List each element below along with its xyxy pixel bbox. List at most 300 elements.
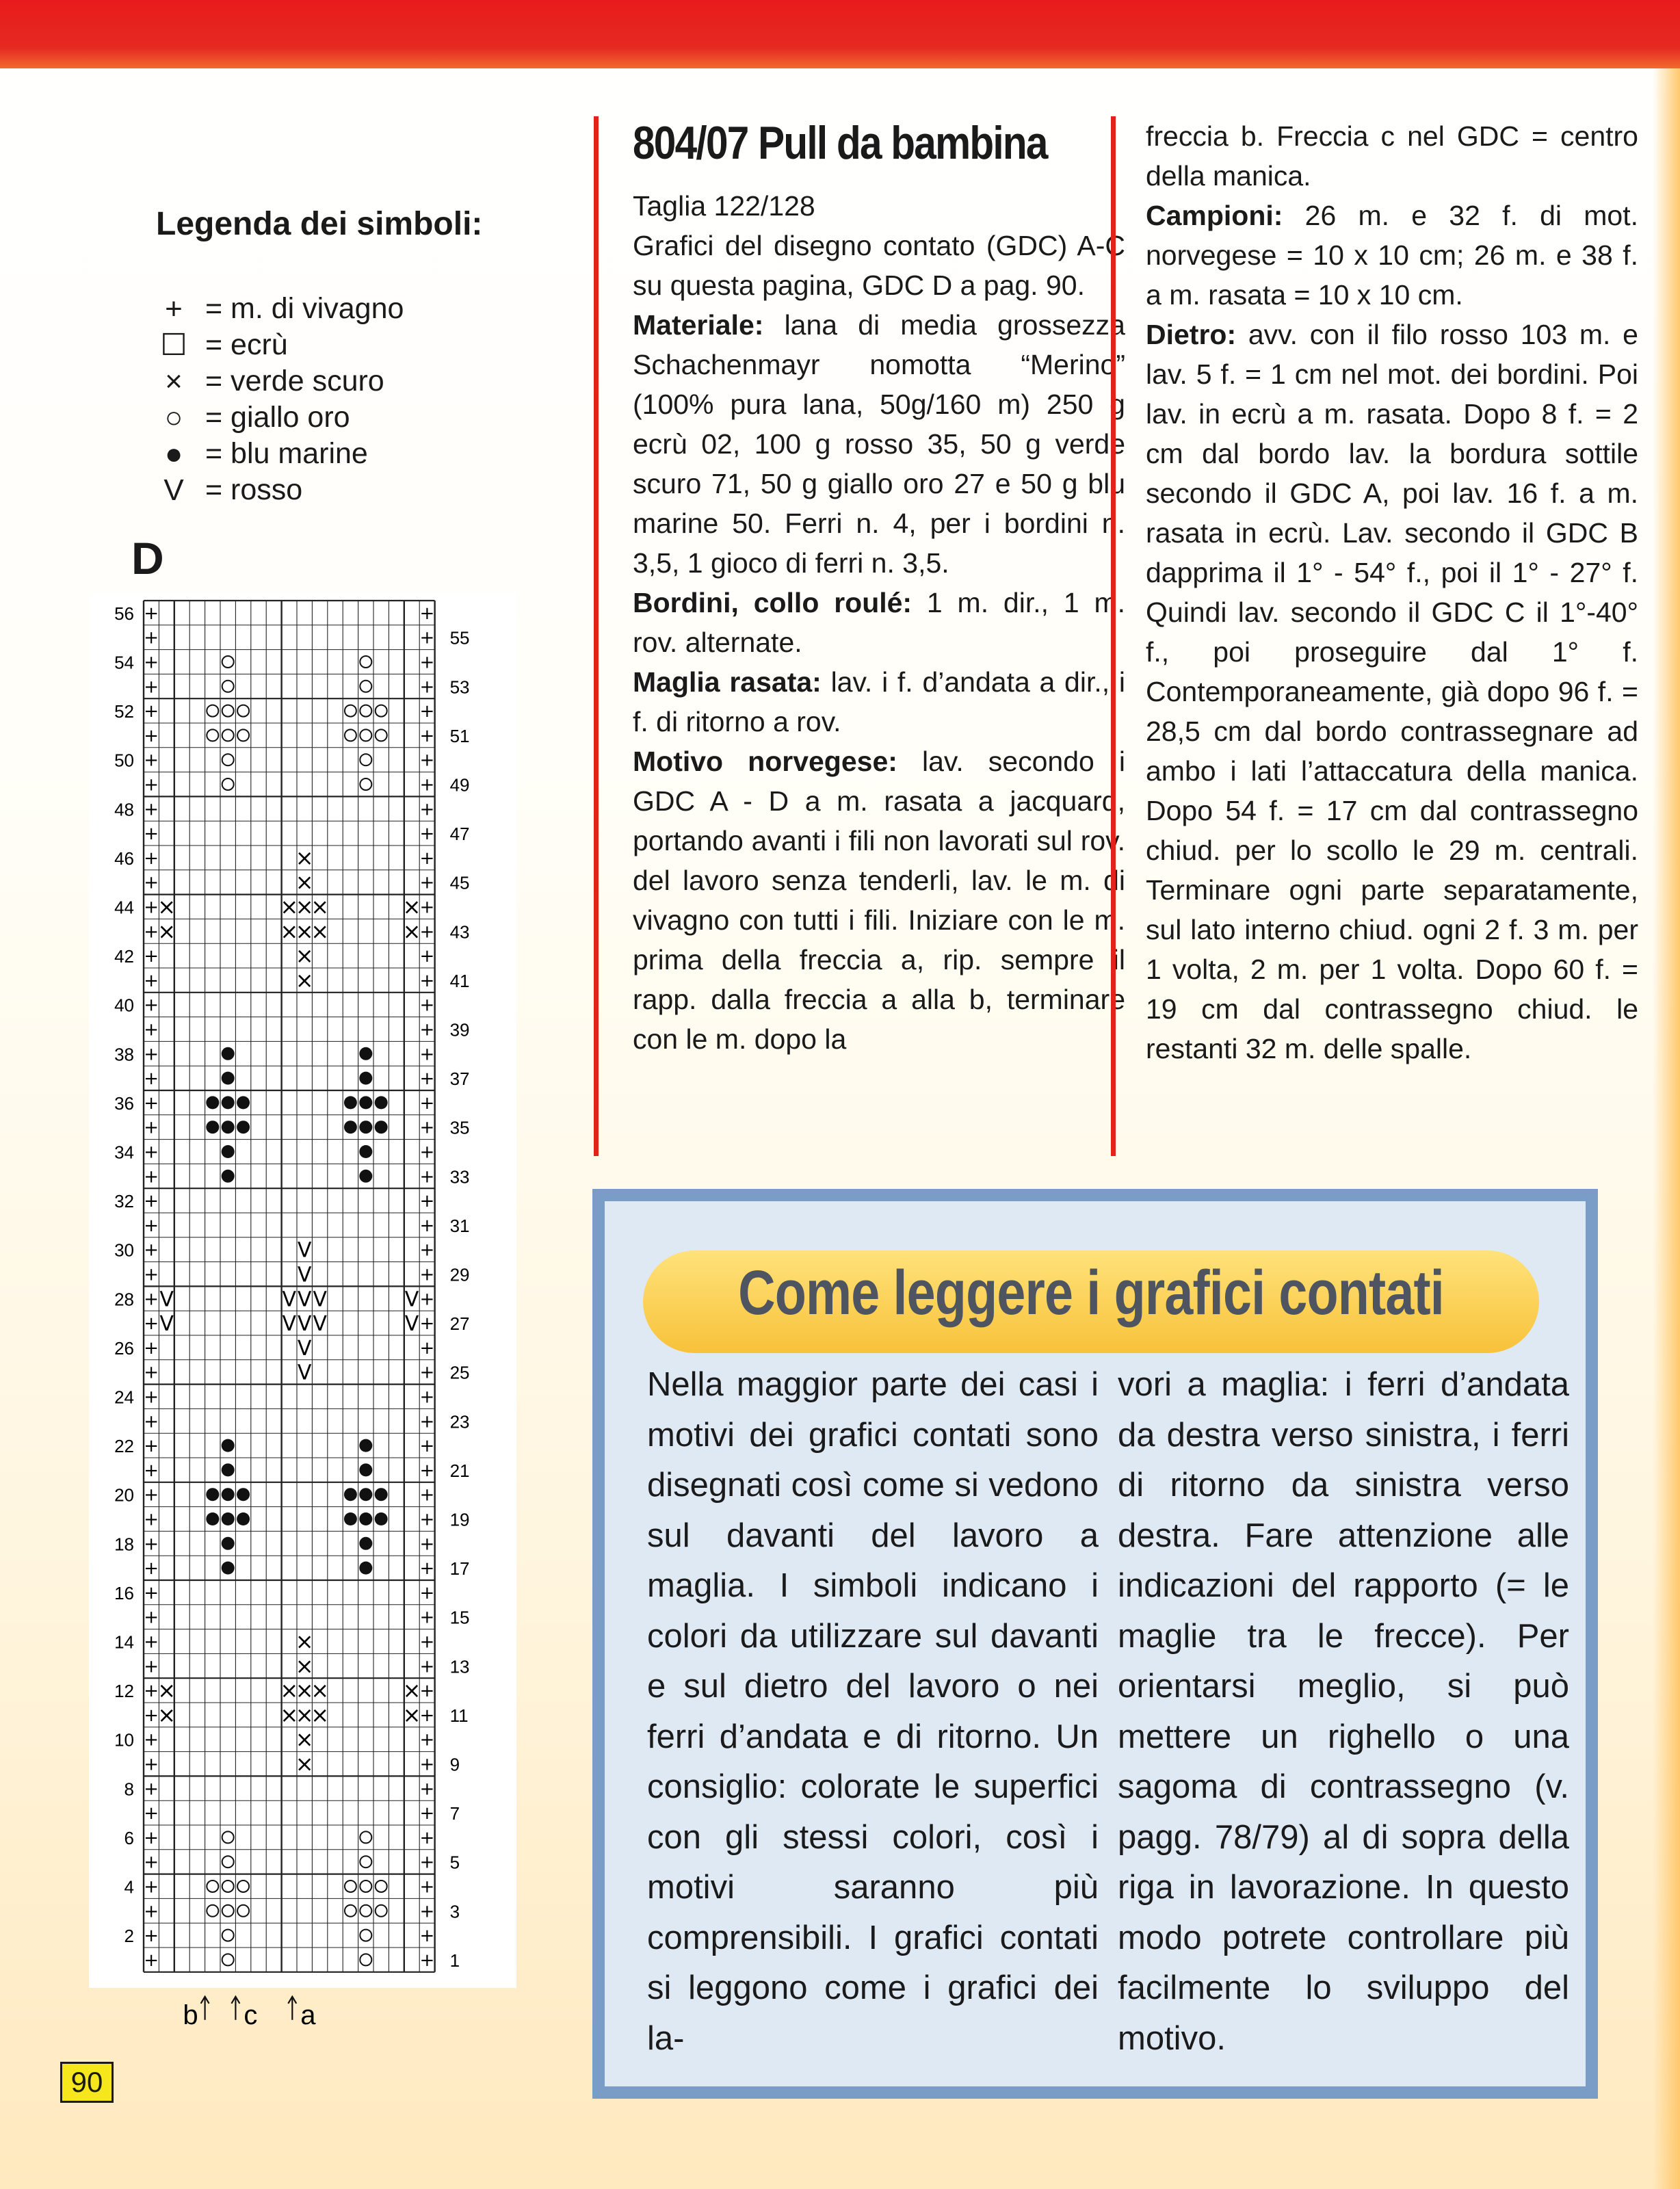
row-number-right: 7 (449, 1803, 460, 1824)
selvage-mark: + (419, 1631, 435, 1653)
cross-mark: × (295, 1677, 314, 1704)
cross-mark: × (157, 918, 176, 945)
dot-mark (344, 1120, 357, 1133)
circle-mark (360, 1880, 371, 1892)
selvage-mark: + (419, 1240, 435, 1261)
legend-item (156, 436, 539, 472)
dot-mark (206, 1488, 219, 1501)
row-number-right: 11 (449, 1705, 469, 1726)
circle-mark (345, 1880, 356, 1892)
selvage-mark: + (419, 848, 435, 869)
circle-mark (360, 1856, 371, 1867)
legend-label: = ecrù (205, 328, 288, 361)
row-number-left: 24 (114, 1387, 134, 1408)
selvage-mark: + (144, 995, 159, 1016)
continuation-text: freccia b. Freccia c nel GDC = centro della manica. (1146, 120, 1638, 192)
circle-mark (237, 1905, 249, 1917)
selvage-mark: + (419, 1191, 435, 1212)
arrow-label: a (300, 2000, 316, 2030)
cross-mark: × (280, 1701, 299, 1728)
row-number-right: 41 (449, 970, 470, 991)
cross-mark: × (402, 893, 421, 920)
row-number-right: 13 (449, 1656, 470, 1677)
row-number-left: 26 (114, 1337, 134, 1359)
dot-mark (222, 1145, 235, 1158)
row-number-right: 27 (449, 1313, 470, 1335)
selvage-mark: + (419, 1558, 435, 1580)
circle-mark (222, 1905, 234, 1917)
selvage-mark: + (144, 1411, 159, 1432)
circle-mark (345, 705, 356, 717)
cross-mark: × (295, 918, 314, 945)
selvage-mark: + (419, 1705, 435, 1726)
circle-mark (345, 729, 356, 741)
circle-mark (222, 754, 234, 765)
materials-text: lana di media grossezza Schachenmayr nomotta “Merino” (100% pura lana, 50g/160 m) 250 g ecrù 02, 100 g rosso 35, 50 g verde scuro 71, 50 g giallo oro 27 e 50 g blu marine 50. Ferri n. 4, per i bordini n. 3,5, 1 gioco di ferri n. 3,5. (633, 309, 1125, 579)
row-number-right: 15 (449, 1607, 470, 1628)
v-mark: V (282, 1312, 297, 1337)
row-number-left: 50 (114, 750, 134, 771)
article-column-right (1111, 116, 1638, 1156)
row-number-left: 8 (124, 1779, 134, 1800)
cross-mark: × (295, 844, 314, 871)
selvage-mark: + (144, 1681, 159, 1702)
selvage-mark: + (419, 1092, 435, 1114)
selvage-mark: + (419, 1142, 435, 1163)
selvage-mark: + (144, 946, 159, 967)
dot-mark (344, 1096, 357, 1109)
selvage-mark: + (419, 1876, 435, 1898)
selvage-mark: + (144, 1754, 159, 1775)
gauge-paragraph (1146, 196, 1638, 315)
row-number-left: 2 (124, 1926, 134, 1947)
borders-text: 1 m. dir., 1 m. rov. alternate. (633, 587, 1125, 658)
circle-mark (360, 729, 371, 741)
v-mark: V (297, 1312, 312, 1337)
filled-dot-icon: ● (164, 436, 183, 471)
v-mark: V (297, 1336, 312, 1361)
row-number-right: 9 (449, 1754, 460, 1775)
row-number-right: 45 (449, 872, 470, 893)
cross-mark: × (280, 893, 299, 920)
row-number-right: 5 (449, 1852, 460, 1873)
cross-mark: × (295, 1701, 314, 1728)
row-number-right: 53 (449, 677, 470, 698)
cross-mark: × (295, 893, 314, 920)
legend-label: = verde scuro (205, 365, 384, 397)
selvage-mark: + (144, 750, 159, 771)
circle-mark (207, 705, 218, 717)
dot-mark (359, 1170, 372, 1183)
dot-mark (359, 1488, 372, 1501)
v-mark: V (297, 1263, 312, 1287)
circle-mark (222, 1954, 234, 1965)
cross-mark: × (280, 918, 299, 945)
selvage-mark: + (419, 1656, 435, 1677)
selvage-mark: + (144, 824, 159, 845)
selvage-mark: + (419, 1534, 435, 1555)
row-number-left: 30 (114, 1240, 134, 1261)
selvage-mark: + (144, 799, 159, 820)
selvage-mark: + (144, 1460, 159, 1481)
selvage-mark: + (144, 872, 159, 893)
selvage-mark: + (419, 750, 435, 771)
back-text: avv. con il filo rosso 103 m. e lav. 5 f. = 1 cm nel mot. dei bordini. Poi lav. in ecrù a m. rasata. Dopo 8 f. = 2 cm dal bordo lav. la bordura sottile secondo il GDC A, poi lav. 16 f. a m. rasata in ecrù. Lav. secondo il GDC B dapprima il 1° - 54° f., poi il 1° - 27° f. Quindi lav. secondo il GDC C il 1°-40° f., poi proseguire dal 1° f. Contemporaneamente, già dopo 96 f. = 28,5 cm dal bordo contrassegnare ad ambo i lati l’attaccatura della manica. Dopo 54 f. = 17 cm dal contrassegno chiud. per lo scollo le 29 m. centrali. Terminare ogni parte separatamente, sul lato interno chiud. ogni 2 f. 3 m. per 1 volta, 2 m. per 1 volta. Dopo 60 f. = 19 cm dal contrassegno chiud. le restanti 32 m. delle spalle. (1146, 319, 1638, 1064)
row-number-right: 33 (449, 1166, 470, 1188)
v-mark: V (159, 1287, 174, 1312)
circle-mark (376, 729, 387, 741)
row-number-left: 14 (114, 1631, 134, 1653)
cross-mark: × (295, 1653, 314, 1679)
circle-mark (360, 656, 371, 668)
circle-mark (222, 705, 234, 717)
selvage-mark: + (419, 1215, 435, 1236)
dot-mark (237, 1512, 250, 1525)
circle-mark (360, 1954, 371, 1965)
stockinette-label: Maglia rasata: (633, 666, 822, 698)
v-mark: V (404, 1287, 419, 1312)
selvage-mark: + (144, 1215, 159, 1236)
v-mark: V (297, 1361, 312, 1385)
selvage-mark: + (419, 701, 435, 722)
v-mark: V (282, 1287, 297, 1312)
selvage-mark: + (144, 1827, 159, 1848)
selvage-mark: + (419, 1484, 435, 1506)
selvage-mark: + (419, 1681, 435, 1702)
selvage-mark: + (144, 1484, 159, 1506)
selvage-mark: + (419, 1313, 435, 1335)
selvage-mark: + (419, 1803, 435, 1824)
legend-label: = giallo oro (205, 401, 350, 434)
row-number-left: 42 (114, 946, 134, 967)
selvage-mark: + (419, 995, 435, 1016)
selvage-mark: + (419, 897, 435, 918)
legend (156, 205, 539, 508)
selvage-mark: + (144, 1876, 159, 1898)
selvage-mark: + (144, 1558, 159, 1580)
row-number-right: 49 (449, 774, 470, 796)
row-number-left: 12 (114, 1681, 134, 1702)
circle-mark (207, 729, 218, 741)
row-number-right: 25 (449, 1362, 470, 1383)
selvage-mark: + (144, 1387, 159, 1408)
circle-mark (207, 1905, 218, 1917)
dot-mark (359, 1047, 372, 1060)
dot-mark (344, 1488, 357, 1501)
dot-mark (222, 1512, 235, 1525)
circle-mark (376, 705, 387, 717)
v-icon: V (163, 473, 184, 507)
selvage-mark: + (144, 725, 159, 746)
v-mark: V (404, 1312, 419, 1337)
row-number-right: 23 (449, 1411, 470, 1432)
back-label: Dietro: (1146, 319, 1237, 350)
selvage-mark: + (144, 627, 159, 648)
dot-mark (375, 1512, 388, 1525)
page-number: 90 (60, 2062, 114, 2103)
circle-mark (360, 754, 371, 765)
info-box (592, 1189, 1598, 2099)
norwegian-paragraph (633, 742, 1125, 1059)
row-number-left: 6 (124, 1827, 134, 1848)
circle-mark (222, 681, 234, 692)
selvage-mark: + (419, 1019, 435, 1040)
v-mark: V (159, 1312, 174, 1337)
selvage-mark: + (419, 970, 435, 991)
selvage-mark: + (144, 1044, 159, 1065)
dot-mark (344, 1512, 357, 1525)
back-paragraph (1146, 315, 1638, 1069)
row-number-right: 37 (449, 1069, 470, 1090)
selvage-mark: + (419, 1362, 435, 1383)
row-number-right: 21 (449, 1460, 470, 1481)
selvage-mark: + (144, 921, 159, 943)
dot-mark (359, 1145, 372, 1158)
circle-mark (345, 1905, 356, 1917)
selvage-mark: + (144, 1656, 159, 1677)
cross-mark: × (157, 1677, 176, 1704)
dot-mark (222, 1463, 235, 1476)
v-mark: V (297, 1287, 312, 1312)
materials-label: Materiale: (633, 309, 764, 341)
row-number-right: 47 (449, 824, 470, 845)
row-number-right: 51 (449, 725, 470, 746)
dot-mark (222, 1072, 235, 1085)
circle-mark (237, 705, 249, 717)
dot-mark (237, 1096, 250, 1109)
circle-mark (237, 1880, 249, 1892)
row-number-left: 38 (114, 1044, 134, 1065)
selvage-mark: + (419, 725, 435, 746)
selvage-mark: + (144, 1117, 159, 1138)
cross-mark: × (402, 1701, 421, 1728)
selvage-mark: + (144, 1313, 159, 1335)
selvage-mark: + (144, 1289, 159, 1310)
row-number-left: 16 (114, 1582, 134, 1603)
cross-mark: × (157, 893, 176, 920)
selvage-mark: + (144, 1779, 159, 1800)
selvage-mark: + (144, 1926, 159, 1947)
dot-mark (359, 1096, 372, 1109)
selvage-mark: + (144, 1729, 159, 1751)
dot-mark (375, 1120, 388, 1133)
dot-mark (206, 1096, 219, 1109)
chart-grid (89, 592, 516, 2030)
materials-paragraph (633, 305, 1125, 583)
row-number-left: 32 (114, 1191, 134, 1212)
row-number-left: 20 (114, 1484, 134, 1506)
circle-mark (376, 1880, 387, 1892)
row-number-right: 1 (449, 1950, 460, 1971)
box-text-left: Nella maggior parte dei casi i motivi dei grafici contati sono disegnati così come si vedono sul davanti del lavoro a maglia. I simboli indicano i colori da utilizzare sul davanti e sul dietro del lavoro o nei ferri d’andata e di ritorno. Un consiglio: colorate le superfici con gli stessi colori, così i motivi saranno più comprensibili. I grafici contati si leggono come i grafici dei la- (647, 1366, 1099, 2057)
circle-mark (207, 1880, 218, 1892)
cross-mark: × (295, 1751, 314, 1777)
row-number-right: 17 (449, 1558, 470, 1580)
selvage-mark: + (144, 1337, 159, 1359)
selvage-mark: + (419, 774, 435, 796)
article-column-left (594, 116, 1125, 1156)
cross-mark: × (402, 918, 421, 945)
selvage-mark: + (144, 1142, 159, 1163)
selvage-mark: + (144, 1705, 159, 1726)
row-number-left: 46 (114, 848, 134, 869)
selvage-mark: + (144, 1582, 159, 1603)
legend-label: = rosso (205, 473, 303, 506)
selvage-mark: + (419, 1436, 435, 1457)
box-text-right: vori a maglia: i ferri d’andata da destra verso sinistra, i ferri di ritorno da sinistra verso destra. Fare attenzione alle indicazioni del rapporto (= le maglie tra le frecce). Per orientarsi meglio, si può mettere un righello o una sagoma di contrassegno (v. pagg. 78/79) al di sopra della riga in lavorazione. In questo modo potrete controllare più facilmente lo sviluppo del motivo. (1118, 1366, 1569, 2057)
row-number-left: 36 (114, 1092, 134, 1114)
cross-mark: × (295, 967, 314, 993)
selvage-mark: + (419, 652, 435, 673)
dot-mark (222, 1096, 235, 1109)
circle-icon: ○ (164, 400, 183, 434)
selvage-mark: + (144, 970, 159, 991)
cross-mark: × (157, 1701, 176, 1728)
selvage-mark: + (144, 1191, 159, 1212)
selvage-mark: + (144, 1901, 159, 1922)
legend-label: = blu marine (205, 437, 368, 470)
dot-mark (222, 1439, 235, 1452)
circle-mark (222, 1856, 234, 1867)
dot-mark (375, 1488, 388, 1501)
norwegian-text: lav. secondo i GDC A - D a m. rasata a jacquard, portando avanti i fili non lavorati sul rov. del lavoro senza tenderli, lav. le m. di vivagno con tutti i fili. Iniziare con le m. prima della freccia a, rip. sempre il rapp. dalla freccia a alla b, terminare con le m. dopo la (633, 746, 1125, 1055)
row-number-left: 34 (114, 1142, 134, 1163)
selvage-mark: + (419, 1827, 435, 1848)
cross-mark: × (311, 893, 330, 920)
dot-mark (359, 1120, 372, 1133)
selvage-mark: + (144, 1069, 159, 1090)
selvage-mark: + (419, 1607, 435, 1628)
dot-mark (206, 1120, 219, 1133)
legend-item (156, 399, 539, 436)
selvage-mark: + (419, 824, 435, 845)
row-number-left: 28 (114, 1289, 134, 1310)
knitting-chart (89, 592, 516, 2030)
selvage-mark: + (144, 1607, 159, 1628)
selvage-mark: + (144, 897, 159, 918)
selvage-mark: + (144, 1950, 159, 1971)
dot-mark (359, 1562, 372, 1575)
borders-paragraph (633, 583, 1125, 662)
circle-mark (237, 729, 249, 741)
legend-label: = m. di vivagno (205, 292, 404, 325)
selvage-mark: + (419, 799, 435, 820)
dot-mark (222, 1488, 235, 1501)
row-number-right: 39 (449, 1019, 470, 1040)
top-red-band (0, 0, 1680, 68)
selvage-mark: + (144, 848, 159, 869)
selvage-mark: + (144, 1166, 159, 1188)
selvage-mark: + (144, 1092, 159, 1114)
row-number-left: 52 (114, 701, 134, 722)
selvage-mark: + (144, 1362, 159, 1383)
cross-mark: × (295, 1726, 314, 1753)
stockinette-paragraph (633, 662, 1125, 742)
norwegian-label: Motivo norvegese: (633, 746, 897, 777)
arrow-label: c (244, 2000, 258, 2030)
borders-label: Bordini, collo roulé: (633, 587, 913, 618)
selvage-mark: + (419, 1387, 435, 1408)
selvage-mark: + (144, 774, 159, 796)
circle-mark (222, 778, 234, 790)
page-edge-shadow (1653, 68, 1680, 2189)
gauge-label: Campioni: (1146, 200, 1283, 231)
selvage-mark: + (419, 1729, 435, 1751)
cross-mark: × (402, 1677, 421, 1704)
selvage-mark: + (419, 1926, 435, 1947)
square-icon: ☐ (160, 328, 187, 362)
dot-mark (237, 1488, 250, 1501)
circle-mark (360, 1905, 371, 1917)
selvage-mark: + (144, 1436, 159, 1457)
circle-mark (360, 1831, 371, 1843)
dot-mark (206, 1512, 219, 1525)
selvage-mark: + (419, 1852, 435, 1873)
circle-mark (222, 1831, 234, 1843)
row-number-right: 35 (449, 1117, 470, 1138)
dot-mark (375, 1096, 388, 1109)
selvage-mark: + (144, 1509, 159, 1530)
row-number-right: 55 (449, 627, 470, 648)
selvage-mark: + (419, 1582, 435, 1603)
circle-mark (360, 778, 371, 790)
selvage-mark: + (144, 1019, 159, 1040)
row-number-left: 56 (114, 603, 134, 624)
cross-mark: × (311, 918, 330, 945)
row-number-right: 43 (449, 921, 470, 943)
selvage-mark: + (144, 701, 159, 722)
legend-item (156, 472, 539, 508)
dot-mark (222, 1170, 235, 1183)
selvage-mark: + (419, 946, 435, 967)
row-number-left: 44 (114, 897, 134, 918)
cross-mark: × (295, 943, 314, 969)
dot-mark (222, 1047, 235, 1060)
row-number-right: 31 (449, 1215, 470, 1236)
selvage-mark: + (144, 1631, 159, 1653)
selvage-mark: + (419, 1779, 435, 1800)
row-number-left: 48 (114, 799, 134, 820)
row-number-left: 54 (114, 652, 134, 673)
size-line: Taglia 122/128 (633, 190, 815, 222)
circle-mark (222, 1880, 234, 1892)
row-number-left: 18 (114, 1534, 134, 1555)
circle-mark (360, 705, 371, 717)
selvage-mark: + (419, 1117, 435, 1138)
chart-letter: D (131, 533, 164, 584)
selvage-mark: + (144, 1803, 159, 1824)
cross-mark: × (280, 1677, 299, 1704)
circle-mark (222, 656, 234, 668)
dot-mark (237, 1120, 250, 1133)
selvage-mark: + (419, 603, 435, 624)
selvage-mark: + (419, 1950, 435, 1971)
gauge-text: 26 m. e 32 f. di mot. norvegese = 10 x 10 cm; 26 m. e 38 f. a m. rasata = 10 x 10 cm. (1146, 200, 1638, 311)
stockinette-text: lav. i f. d’andata a dir., i f. di ritorno a rov. (633, 666, 1125, 737)
box-heading: Come leggere i grafici contati (738, 1258, 1444, 1328)
circle-mark (360, 1930, 371, 1941)
selvage-mark: + (144, 652, 159, 673)
selvage-mark: + (419, 677, 435, 698)
selvage-mark: + (419, 1460, 435, 1481)
selvage-mark: + (419, 1411, 435, 1432)
selvage-mark: + (419, 921, 435, 943)
selvage-mark: + (419, 1289, 435, 1310)
selvage-mark: + (144, 1240, 159, 1261)
row-number-left: 4 (124, 1876, 134, 1898)
row-number-right: 19 (449, 1509, 470, 1530)
cross-mark: × (311, 1677, 330, 1704)
